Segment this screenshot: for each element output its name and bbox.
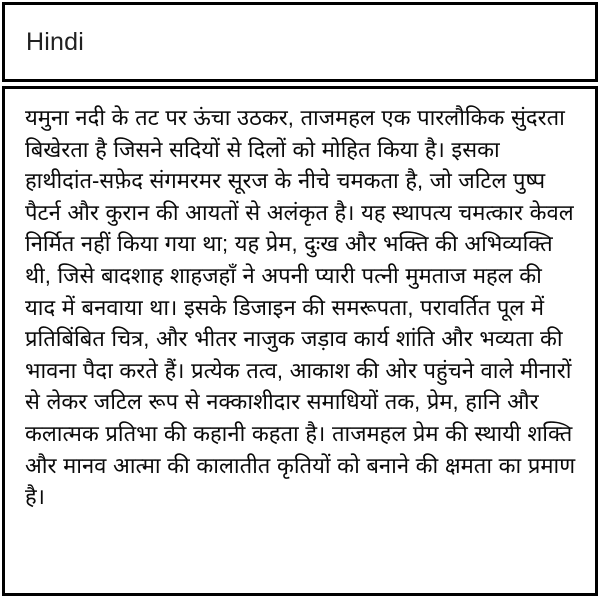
- hindi-paragraph: यमुना नदी के तट पर ऊंचा उठकर, ताजमहल एक पारलौकिक सुंदरता बिखेरता है जिसने सदियों से दिलों को मोहित किया है। इसका हाथीदांत-सफ़ेद संगमरमर सूरज के नीचे चमकता है, जो जटिल पुष्प पैटर्न और कुरान की आयतों से अलंकृत है। यह स्थापत्य चमत्कार केवल निर्मित नहीं किया गया था; यह प्रेम, दुःख और भक्ति की अभिव्यक्ति थी, जिसे बादशाह शाहजहाँ ने अपनी प्यारी पत्नी मुमताज महल की याद में बनवाया था। इसके डिजाइन की समरूपता, परावर्तित पूल में प्रतिबिंबित चित्र, और भीतर नाजुक जड़ाव कार्य शांति और भव्यता की भावना पैदा करते हैं। प्रत्येक तत्व, आकाश की ओर पहुंचने वाले मीनारों से लेकर जटिल रूप से नक्काशीदार समाधियों तक, प्रेम, हानि और कलात्मक प्रतिभा की कहानी कहता है। ताजमहल प्रेम की स्थायी शक्ति और मानव आत्मा की कालातीत कृतियों को बनाने की क्षमता का प्रमाण है।: [25, 105, 576, 510]
- text-content-box: [2, 86, 598, 596]
- language-header-box: [2, 2, 598, 82]
- language-label: Hindi: [26, 27, 84, 56]
